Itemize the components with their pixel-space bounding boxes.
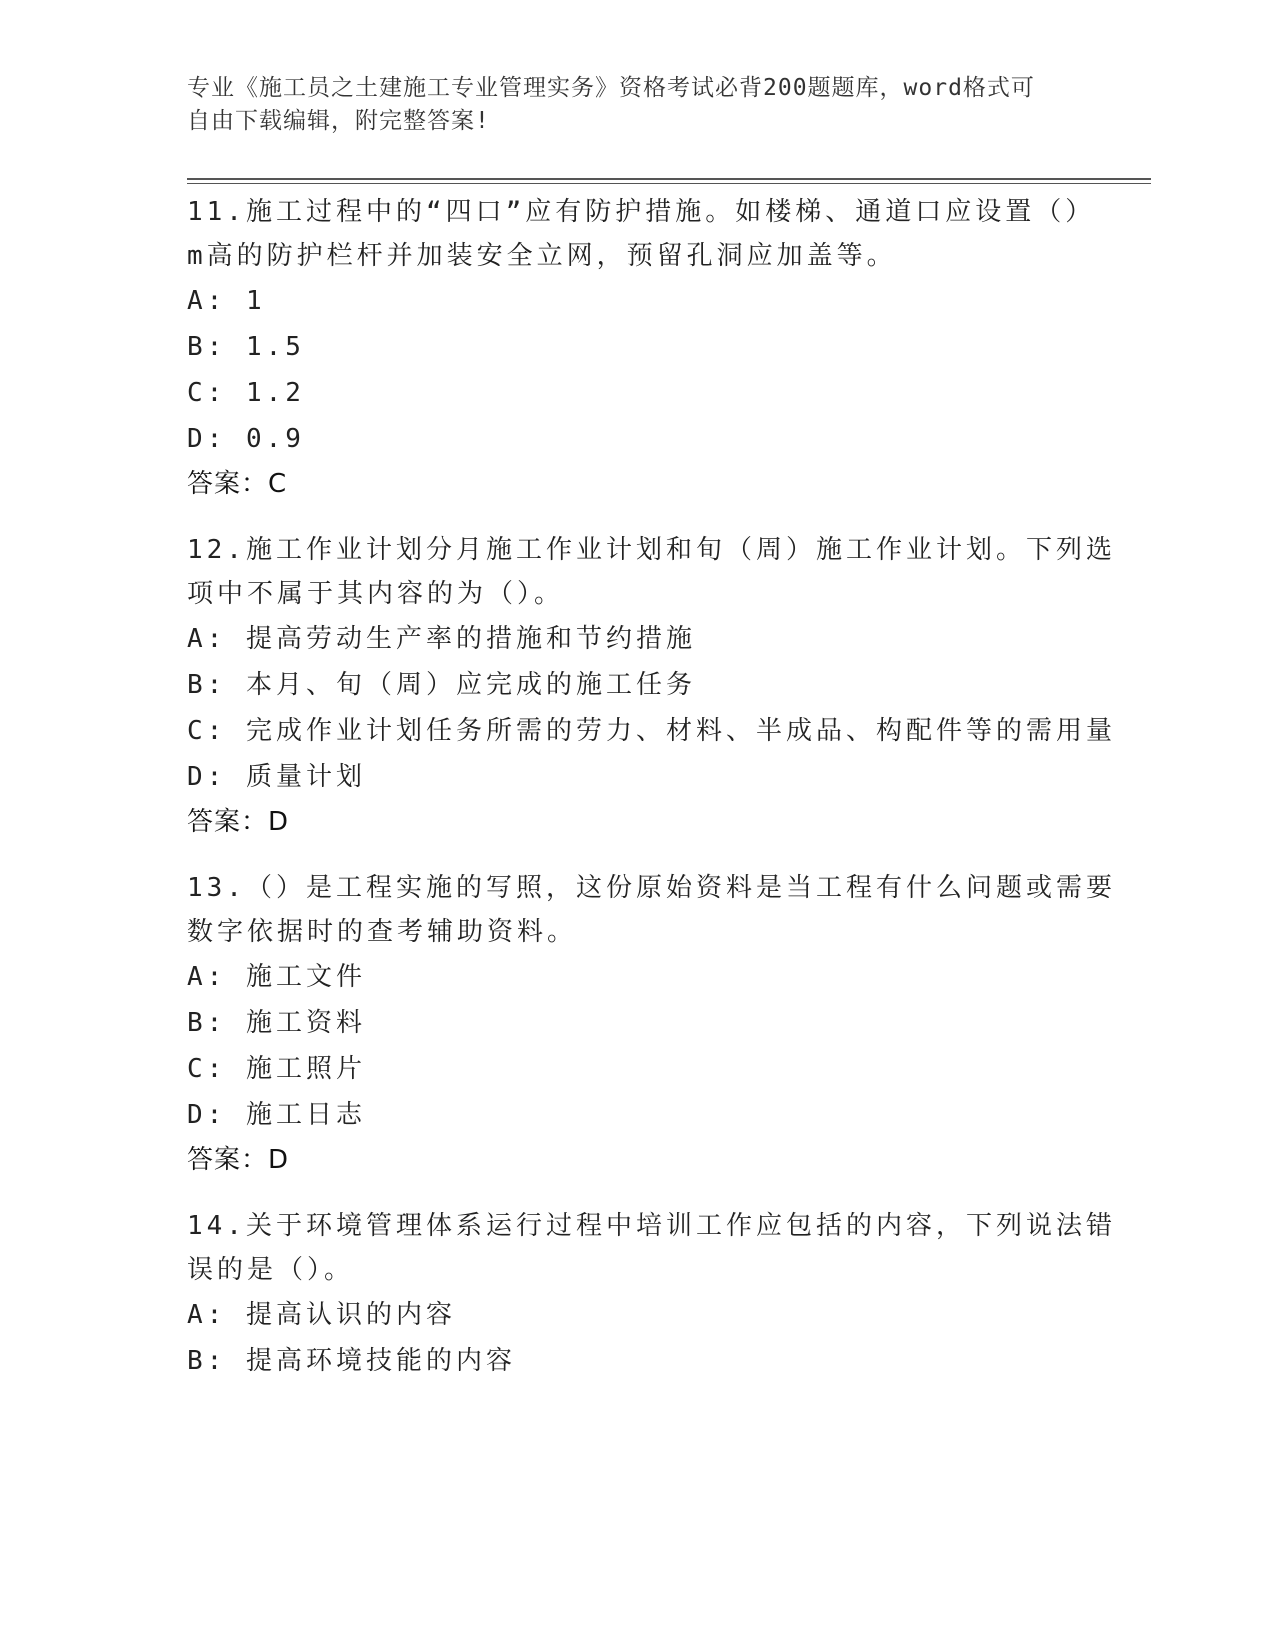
option-c: C: 1.2 [187, 378, 305, 408]
option-c: C: 完成作业计划任务所需的劳力、材料、半成品、构配件等的需用量 [187, 716, 1116, 746]
question-stem-line: 12.施工作业计划分月施工作业计划和旬（周）施工作业计划。下列选 [187, 535, 1116, 565]
option-c: C: 施工照片 [187, 1054, 366, 1084]
question-stem-line: 误的是（）。 [187, 1255, 355, 1285]
option-b: B: 提高环境技能的内容 [187, 1346, 516, 1376]
question-list [187, 190, 1116, 1406]
header-line-1: 专业《施工员之土建施工专业管理实务》资格考试必背200题题库，word格式可 [187, 75, 1035, 101]
option-d: D: 施工日志 [187, 1100, 366, 1130]
question-11 [187, 190, 1096, 506]
question-stem-line: 14.关于环境管理体系运行过程中培训工作应包括的内容，下列说法错 [187, 1211, 1116, 1241]
option-b: B: 施工资料 [187, 1008, 366, 1038]
question-stem [187, 1204, 1116, 1292]
option-d: D: 质量计划 [187, 762, 366, 792]
header-line-2: 自由下载编辑，附完整答案! [187, 108, 490, 134]
option-a: A: 1 [187, 286, 266, 316]
answer: 答案：D [187, 807, 290, 837]
option-a: A: 提高劳动生产率的措施和节约措施 [187, 624, 696, 654]
question-stem [187, 866, 1116, 954]
option-b: B: 1.5 [187, 332, 305, 362]
question-stem-line: 项中不属于其内容的为（）。 [187, 579, 565, 609]
document-header [187, 72, 1067, 138]
question-stem-line: m高的防护栏杆并加装安全立网，预留孔洞应加盖等。 [187, 241, 897, 271]
option-d: D: 0.9 [187, 424, 305, 454]
question-stem-line: 数字依据时的查考辅助资料。 [187, 917, 578, 947]
question-stem [187, 528, 1116, 616]
header-divider [187, 178, 1151, 184]
option-a: A: 施工文件 [187, 962, 366, 992]
question-13 [187, 866, 1116, 1182]
option-b: B: 本月、旬（周）应完成的施工任务 [187, 670, 696, 700]
answer: 答案：C [187, 469, 288, 499]
question-14 [187, 1204, 1116, 1384]
question-12 [187, 528, 1116, 844]
answer: 答案：D [187, 1145, 290, 1175]
question-stem-line: 11.施工过程中的“四口”应有防护措施。如楼梯、通道口应设置（） [187, 197, 1096, 227]
option-a: A: 提高认识的内容 [187, 1300, 456, 1330]
question-stem-line: 13.（）是工程实施的写照，这份原始资料是当工程有什么问题或需要 [187, 873, 1116, 903]
question-stem [187, 190, 1096, 278]
